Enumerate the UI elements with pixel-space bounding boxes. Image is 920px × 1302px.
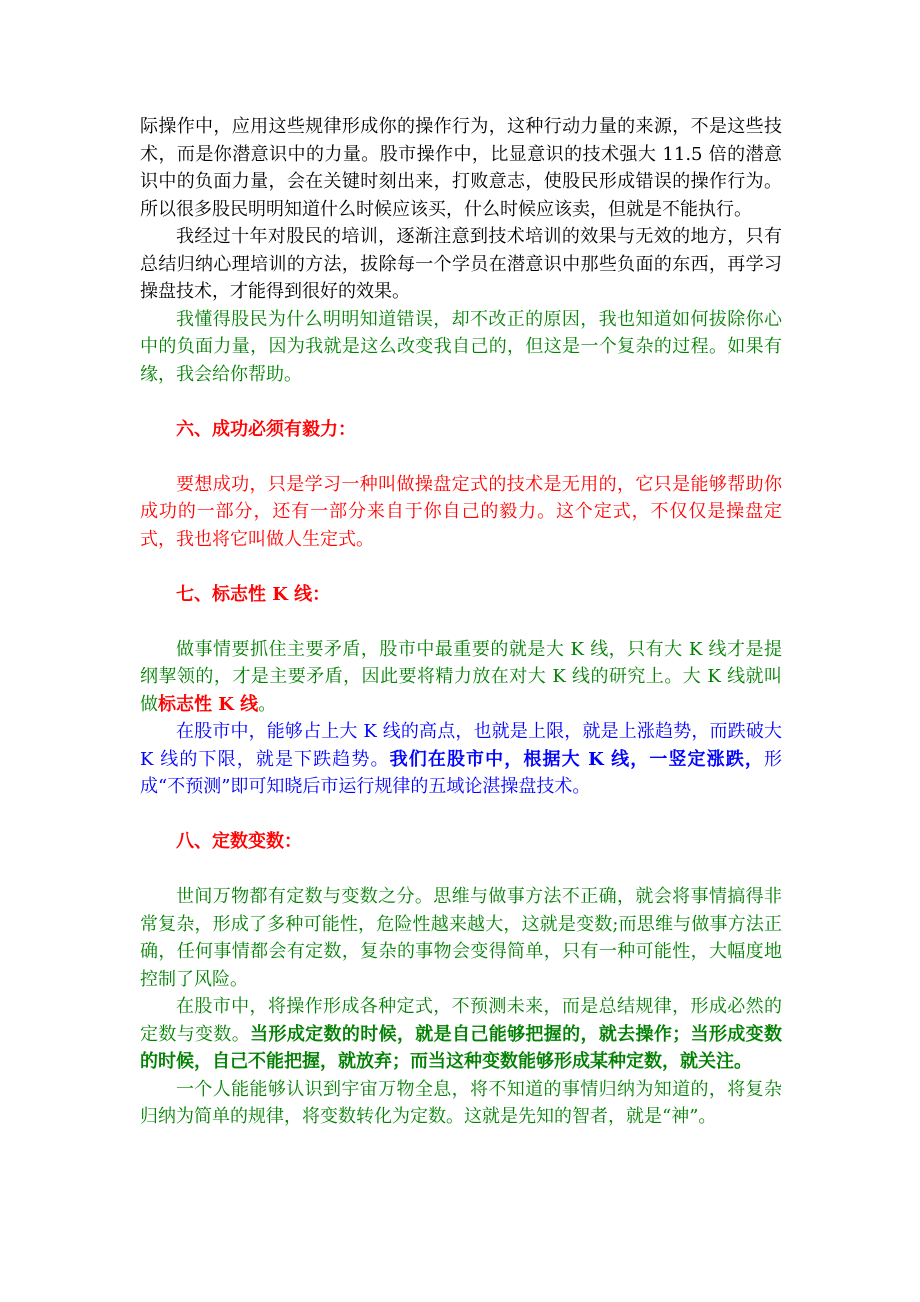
stock-constants-highlight: 当形成定数的时候，就是自己能够把握的，就去操作；当形成变数的时候，自己不能把握，就放弃；而当这种变数能够形成某种定数，就关注。: [140, 1023, 783, 1072]
trend-highlight: 我们在股市中，根据大 K 线，一竖定涨跌，: [389, 748, 764, 770]
paragraph-trend: [140, 718, 782, 801]
k-line-highlight: 标志性 K 线: [158, 693, 259, 715]
heading-section-6: 六、成功必须有毅力：: [176, 418, 356, 440]
paragraph-help: 我懂得股民为什么明明知道错误，却不改正的原因，我也知道如何拔除你心中的负面力量，因为我就是这么改变我自己的，但这是一个复杂的过程。如果有缘，我会给你帮助。: [140, 308, 782, 385]
paragraph-perseverance: 要想成功，只是学习一种叫做操盘定式的技术是无用的，它只是能够帮助你成功的一部分，还有一部分来自于你自己的毅力。这个定式，不仅仅是操盘定式，我也将它叫做人生定式。: [140, 473, 782, 550]
k-line-end: 。: [258, 693, 277, 715]
paragraph-training: 我经过十年对股民的培训，逐渐注意到技术培训的效果与无效的地方，只有总结归纳心理培训的方法，拔除每一个学员在潜意识中那些负面的东西，再学习操盘技术，才能得到很好的效果。: [140, 226, 782, 302]
k-line-text: 做事情要抓住主要矛盾，股市中最重要的就是大 K 线，只有大 K 线才是提纲挈领的，才是主要矛盾，因此要将精力放在对大 K 线的研究上。大 K 线就叫做: [140, 638, 782, 715]
paragraph-wisdom: 一个人能能够认识到宇宙万物全息，将不知道的事情归纳为知道的，将复杂归纳为简单的规律，将变数转化为定数。这就是先知的智者，就是“神”。: [140, 1078, 782, 1127]
paragraph-k-line: [140, 636, 782, 719]
heading-section-7: 七、标志性 K 线：: [176, 583, 331, 605]
paragraph-subconscious: 际操作中，应用这些规律形成你的操作行为，这种行动力量的来源，不是这些技术，而是你潜意识中的力量。股市操作中，比显意识的技术强大 11.5 倍的潜意识中的负面力量，会在关键时刻出来，打败意志，使股民形成错误的操作行为。所以很多股民明明知道什么时候应该买，什么时候应该卖，但就是不能执行。: [140, 116, 782, 220]
trend-text: 在股市中，能够占上大 K 线的高点，也就是上限，就是上涨趋势，而跌破大 K 线的下限，就是下跌趋势。: [140, 721, 782, 770]
heading-section-8: 八、定数变数：: [176, 831, 302, 852]
stock-constants-text: 在股市中，将操作形成各种定式，不预测未来，而是总结规律，形成必然的定数与变数。: [140, 996, 782, 1045]
paragraph-stock-constants: [140, 993, 782, 1076]
paragraph-constants: 世间万物都有定数与变数之分。思维与做事方法不正确，就会将事情搞得非常复杂，形成了多种可能性，危险性越来越大，这就是变数;而思维与做事方法正确，任何事情都会有定数，复杂的事物会变得简单，只有一种可能性，大幅度地控制了风险。: [140, 886, 782, 990]
trend-end: 形成“不预测”即可知晓后市运行规律的五域论湛操盘技术。: [140, 748, 782, 797]
text-column: [140, 113, 782, 1131]
